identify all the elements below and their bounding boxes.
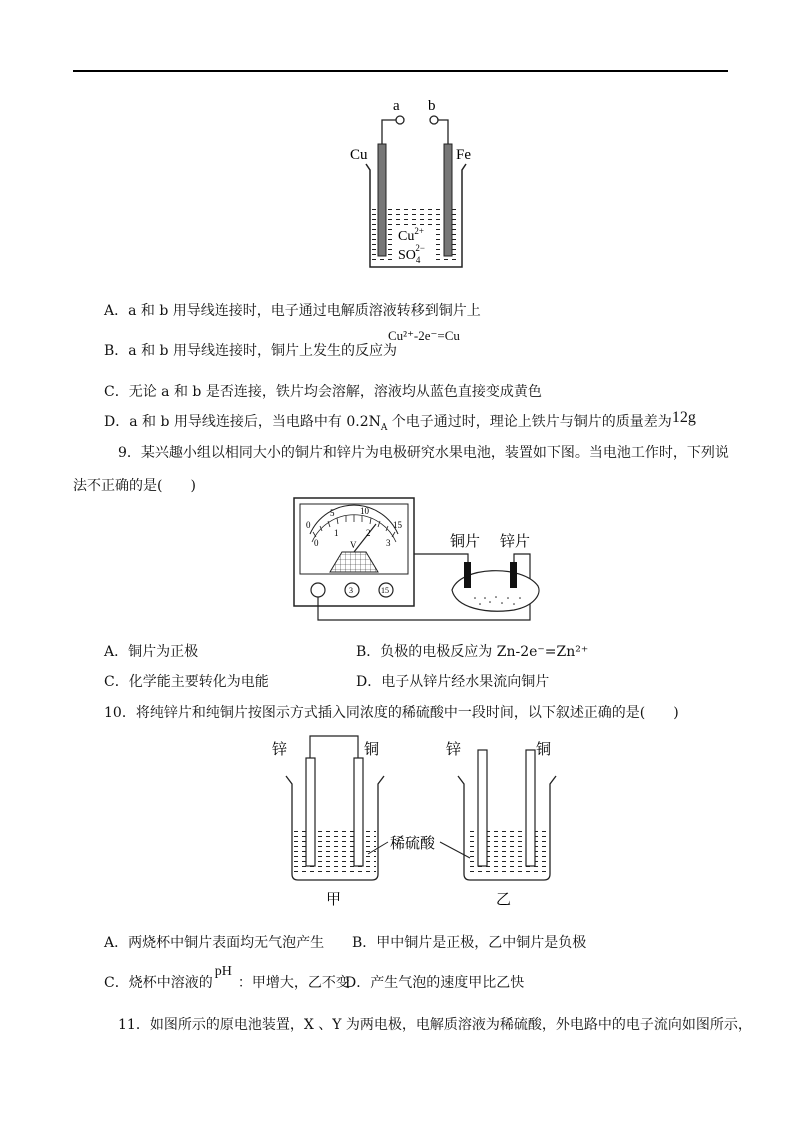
- q9-option-a: A．铜片为正极: [104, 644, 199, 660]
- dilute-sulfuric-acid-label: 稀硫酸: [390, 834, 436, 852]
- terminal-a-label: a: [393, 98, 400, 114]
- scale-bottom-0: 0: [314, 538, 319, 548]
- scale-bottom-2: 2: [366, 528, 371, 538]
- q10-option-b: B．甲中铜片是正极，乙中铜片是负极: [352, 935, 587, 951]
- cu-electrode-label: Cu: [350, 147, 368, 163]
- fruit-battery-figure: [290, 494, 540, 630]
- electrolysis-cell-figure: [340, 92, 490, 272]
- q9-stem-line2: 法不正确的是( ): [73, 478, 196, 494]
- q8-option-c: C．无论 a 和 b 是否连接，铁片均会溶解，溶液均从蓝色直接变成黄色: [104, 384, 542, 400]
- q9-stem-line1: 9．某兴趣小组以相同大小的铜片和锌片为电极研究水果电池，装置如下图。当电池工作时，下列说: [118, 445, 729, 461]
- terminal-15: 15: [381, 586, 389, 595]
- q10-option-c: C．烧杯中溶液的pH：甲增大，乙不变: [104, 964, 350, 991]
- beaker-jia-label: 甲: [326, 890, 342, 908]
- volt-unit: V: [350, 540, 357, 550]
- q10-stem: 10．将纯锌片和纯铜片按图示方式插入同浓度的稀硫酸中一段时间，以下叙述正确的是( ): [104, 705, 679, 721]
- scale-bottom-1: 1: [334, 528, 339, 538]
- terminal-3: 3: [349, 586, 353, 595]
- beaker-yi-label: 乙: [496, 890, 512, 908]
- q11-stem: 11．如图所示的原电池装置，X 、Y 为两电极，电解质溶液为稀硫酸，外电路中的电子流向如图所示，: [118, 1017, 752, 1033]
- zinc-plate-label: 锌片: [500, 532, 531, 550]
- q8-option-a: A．a 和 b 用导线连接时，电子通过电解质溶液转移到铜片上: [104, 303, 481, 319]
- header-rule: [73, 70, 728, 72]
- terminal-b-label: b: [428, 98, 436, 114]
- copper-plate-label: 铜片: [450, 532, 481, 550]
- scale-top-15: 15: [393, 520, 402, 530]
- q9-option-c: C．化学能主要转化为电能: [104, 674, 269, 690]
- fe-electrode-label: Fe: [456, 147, 471, 163]
- right-copper-label: 铜: [536, 740, 552, 758]
- zinc-copper-beakers-figure: [270, 734, 570, 914]
- right-zinc-label: 锌: [446, 740, 462, 758]
- left-zinc-label: 锌: [272, 740, 288, 758]
- q10-option-d: D．产生气泡的速度甲比乙快: [345, 975, 525, 991]
- scale-bottom-3: 3: [386, 538, 391, 548]
- q9-option-b: B．负极的电极反应为 Zn-2e⁻=Zn²⁺: [356, 644, 589, 660]
- scale-top-10: 10: [360, 506, 369, 516]
- cu-ion-label: $Cu^{2+}$: [398, 226, 424, 244]
- q8-option-b-formula: Cu²⁺-2e⁻=Cu: [388, 328, 460, 343]
- scale-top-0: 0: [306, 520, 311, 530]
- q10-option-a: A．两烧杯中铜片表面均无气泡产生: [104, 935, 325, 951]
- left-copper-label: 铜: [364, 740, 380, 758]
- q9-option-d: D．电子从锌片经水果流向铜片: [356, 674, 550, 690]
- q8-option-b: B．a 和 b 用导线连接时，铜片上发生的反应为: [104, 343, 397, 359]
- q8-option-d: D．a 和 b 用导线连接后，当电路中有 $0.2N_A$ 个电子通过时，理论上铁片与铜片的质量差为12g: [104, 409, 696, 433]
- scale-top-5: 5: [330, 508, 335, 518]
- sulfate-ion-label: $SO_42-$: [398, 243, 425, 265]
